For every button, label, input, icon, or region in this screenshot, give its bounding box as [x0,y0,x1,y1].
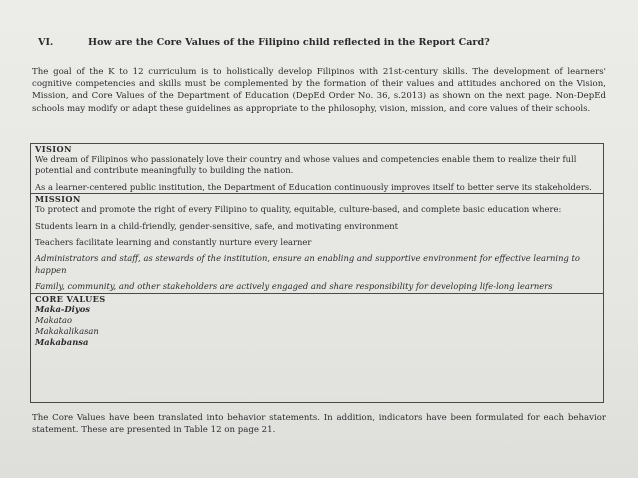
core-value-item: Makatao [35,314,73,325]
section-heading [38,36,598,49]
mission-paragraph-2: Students learn in a child-friendly, gender-sensitive, safe, and motivating environment [35,220,399,231]
vision-paragraph-2: As a learner-centered public institution, the Department of Education continuously improves itself to better serve its stakeholders. [35,181,592,192]
section-number: VI. [38,37,54,48]
core-values-title: CORE VALUES [35,293,106,304]
mission-paragraph-1: To protect and promote the right of every Filipino to quality, equitable, culture-based, and complete basic education where: [35,204,562,215]
mission-paragraph-5: Family, community, and other stakeholders are actively engaged and share responsibility for developing life-long learners [35,281,553,292]
core-value-item: Makabansa [35,336,89,347]
vision-mission-box [30,143,604,403]
core-value-item: Maka-Diyos [35,303,91,314]
closing-paragraph: The Core Values have been translated into behavior statements. In addition, indicators have been formulated for each behavior statement. These are presented in Table 12 on page 21. [32,413,606,436]
mission-paragraph-4: Administrators and staff, as stewards of the institution, ensure an enabling and supportive environment for effective learning to happen [35,253,580,275]
intro-paragraph: The goal of the K to 12 curriculum is to holistically develop Filipinos with 21st-century skills. The development of learners' cognitive competencies and skills must be complemented by the formation of their values and attitudes anchored on the Vision, Mission, and Core Values of the Department of Education (DepEd Order No. 36, s.2013) as shown on the next page. Non-DepEd schools may modify or adapt these guidelines as appropriate to the philosophy, vision, mission, and core values of their schools. [32,67,606,114]
core-value-item: Makakalikasan [35,325,99,336]
section-title: How are the Core Values of the Filipino child reflected in the Report Card? [88,37,490,48]
vision-paragraph-1: We dream of Filipinos who passionately love their country and whose values and competencies enable them to realize their full potential and contribute meaningfully to building the nation. [35,154,577,176]
vision-title: VISION [35,144,72,154]
mission-title: MISSION [35,194,81,205]
mission-paragraph-3: Teachers facilitate learning and constantly nurture every learner [35,237,312,248]
